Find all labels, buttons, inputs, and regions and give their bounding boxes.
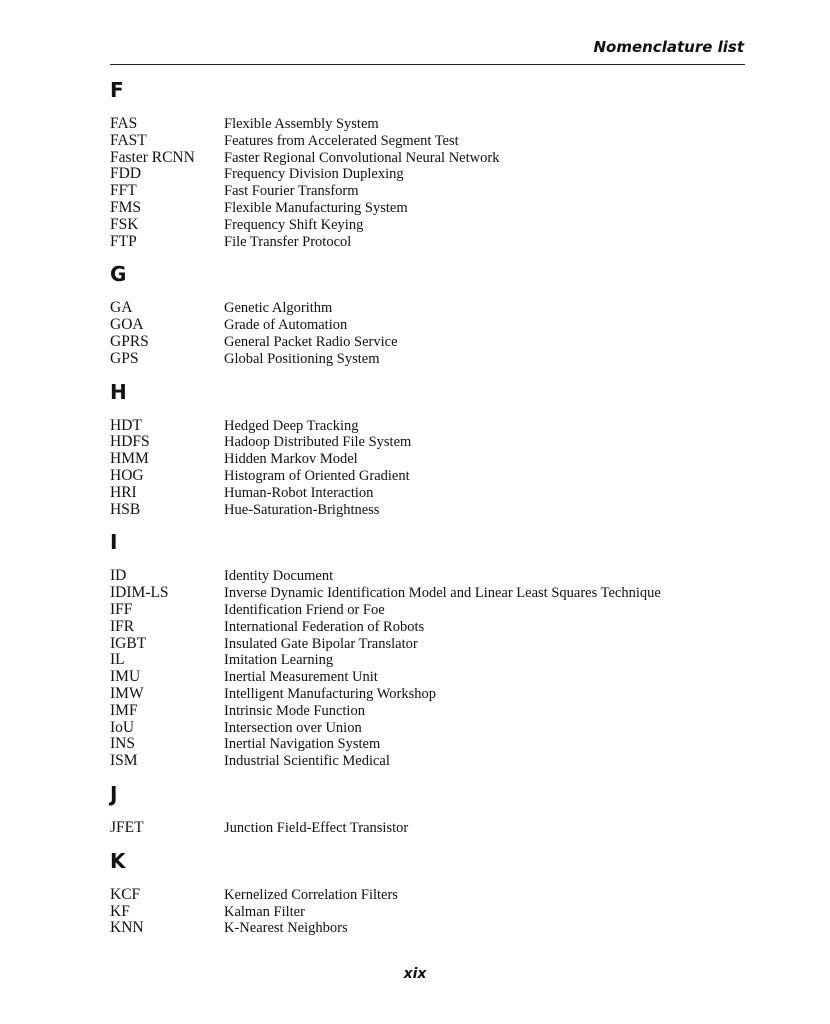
entry-list (110, 116, 750, 250)
nomenclature-entry (110, 451, 750, 468)
entry-abbreviation: FDD (110, 165, 142, 183)
entry-definition: Grade of Automation (224, 317, 348, 334)
entry-definition: K-Nearest Neighbors (224, 920, 348, 937)
nomenclature-entry (110, 703, 750, 720)
nomenclature-entry (110, 300, 750, 317)
entry-abbreviation: HDFS (110, 433, 150, 451)
nomenclature-entry (110, 217, 750, 234)
entry-abbreviation: IL (110, 651, 125, 669)
nomenclature-entry (110, 200, 750, 217)
entry-abbreviation: GOA (110, 316, 144, 334)
entry-definition: Faster Regional Convolutional Neural Network (224, 149, 500, 166)
entry-definition: Human-Robot Interaction (224, 484, 374, 501)
entry-definition: Hedged Deep Tracking (224, 417, 359, 434)
entry-definition: Identity Document (224, 568, 334, 585)
entry-abbreviation: FAS (110, 115, 138, 132)
entry-definition: Features from Accelerated Segment Test (224, 132, 459, 149)
section-letter-heading: G (110, 262, 127, 287)
entry-definition: Global Positioning System (224, 350, 380, 367)
section-letter-heading: J (110, 781, 118, 806)
entry-definition: General Packet Radio Service (224, 333, 398, 350)
section-letter-heading: I (110, 530, 118, 555)
entry-abbreviation: HMM (110, 450, 149, 468)
entry-abbreviation: FAST (110, 131, 147, 149)
entry-definition: Inverse Dynamic Identification Model and Linear Least Squares Technique (224, 585, 661, 602)
nomenclature-entry (110, 334, 750, 351)
entry-definition: Flexible Manufacturing System (224, 199, 408, 216)
nomenclature-section (110, 849, 750, 937)
entry-definition: Intersection over Union (224, 719, 362, 736)
nomenclature-entry (110, 619, 750, 636)
entry-definition: Genetic Algorithm (224, 300, 333, 317)
entry-abbreviation: FMS (110, 198, 142, 216)
nomenclature-entry (110, 116, 750, 133)
entry-definition: Kernelized Correlation Filters (224, 886, 398, 903)
nomenclature-entry (110, 502, 750, 519)
entry-abbreviation: FFT (110, 182, 137, 200)
entry-definition: Fast Fourier Transform (224, 183, 359, 200)
entry-abbreviation: INS (110, 735, 135, 753)
entry-abbreviation: GPRS (110, 332, 149, 350)
entry-abbreviation: ID (110, 567, 127, 585)
nomenclature-entry (110, 468, 750, 485)
entry-abbreviation: FSK (110, 215, 139, 233)
entry-definition: Frequency Division Duplexing (224, 166, 404, 183)
entry-abbreviation: IMF (110, 701, 138, 719)
entry-abbreviation: HOG (110, 466, 144, 484)
nomenclature-entry (110, 669, 750, 686)
nomenclature-entry (110, 183, 750, 200)
entry-definition: International Federation of Robots (224, 618, 425, 635)
entry-abbreviation: IMW (110, 684, 144, 702)
section-letter-heading: H (110, 379, 127, 404)
nomenclature-entry (110, 234, 750, 251)
entry-definition: Intelligent Manufacturing Workshop (224, 685, 436, 702)
nomenclature-section (110, 782, 750, 837)
entry-abbreviation: GPS (110, 349, 139, 367)
nomenclature-section (110, 530, 750, 770)
entry-definition: Flexible Assembly System (224, 116, 379, 132)
nomenclature-entry (110, 133, 750, 150)
nomenclature-entry (110, 753, 750, 770)
nomenclature-section (110, 78, 750, 250)
entry-list (110, 820, 750, 837)
running-header-title: Nomenclature list (593, 38, 744, 56)
entry-list (110, 568, 750, 770)
entry-definition: Hue-Saturation-Brightness (224, 501, 380, 518)
entry-abbreviation: IGBT (110, 634, 147, 652)
nomenclature-entry (110, 485, 750, 502)
nomenclature-entry (110, 920, 750, 937)
nomenclature-entry (110, 602, 750, 619)
entry-definition: Industrial Scientific Medical (224, 753, 390, 770)
entry-definition: Imitation Learning (224, 652, 334, 669)
nomenclature-section (110, 380, 750, 519)
entry-abbreviation: IoU (110, 718, 135, 736)
section-letter-heading: F (110, 78, 124, 102)
nomenclature-entry (110, 820, 750, 837)
entry-list (110, 300, 750, 367)
nomenclature-entry (110, 585, 750, 602)
nomenclature-entry (110, 720, 750, 737)
nomenclature-entry (110, 351, 750, 368)
entry-abbreviation: KF (110, 902, 130, 920)
entry-abbreviation: FTP (110, 232, 137, 250)
nomenclature-entry (110, 686, 750, 703)
entry-definition: Histogram of Oriented Gradient (224, 467, 410, 484)
nomenclature-entry (110, 317, 750, 334)
entry-definition: Insulated Gate Bipolar Translator (224, 635, 418, 652)
entry-definition: Identification Friend or Foe (224, 601, 385, 618)
entry-abbreviation: GA (110, 299, 133, 317)
page-number: xix (403, 966, 427, 982)
entry-definition: File Transfer Protocol (224, 233, 352, 250)
entry-abbreviation: HRI (110, 483, 137, 501)
header-rule (110, 64, 745, 65)
entry-definition: Intrinsic Mode Function (224, 702, 365, 719)
entry-abbreviation: Faster RCNN (110, 148, 195, 166)
entry-definition: Hadoop Distributed File System (224, 434, 412, 451)
nomenclature-entry (110, 568, 750, 585)
nomenclature-entry (110, 636, 750, 653)
section-letter-heading: K (110, 848, 126, 873)
entry-list (110, 887, 750, 937)
entry-definition: Frequency Shift Keying (224, 216, 364, 233)
entry-definition: Inertial Measurement Unit (224, 669, 378, 686)
nomenclature-entry (110, 736, 750, 753)
nomenclature-entry (110, 418, 750, 435)
entry-definition: Inertial Navigation System (224, 736, 381, 753)
nomenclature-section (110, 262, 750, 367)
entry-abbreviation: HSB (110, 500, 141, 518)
nomenclature-entry (110, 904, 750, 921)
entry-definition: Junction Field-Effect Transistor (224, 819, 409, 836)
entry-abbreviation: HDT (110, 416, 142, 434)
entry-abbreviation: ISM (110, 752, 138, 770)
nomenclature-entry (110, 887, 750, 904)
nomenclature-entry (110, 652, 750, 669)
entry-definition: Hidden Markov Model (224, 451, 358, 468)
nomenclature-list (110, 78, 750, 949)
nomenclature-entry (110, 434, 750, 451)
entry-abbreviation: IMU (110, 668, 141, 686)
entry-list (110, 418, 750, 519)
entry-abbreviation: KCF (110, 885, 141, 903)
nomenclature-entry (110, 150, 750, 167)
entry-abbreviation: IFR (110, 617, 135, 635)
nomenclature-entry (110, 166, 750, 183)
entry-abbreviation: IDIM-LS (110, 584, 169, 602)
entry-abbreviation: IFF (110, 600, 133, 618)
entry-abbreviation: JFET (110, 818, 144, 836)
entry-abbreviation: KNN (110, 919, 144, 937)
entry-definition: Kalman Filter (224, 903, 305, 920)
